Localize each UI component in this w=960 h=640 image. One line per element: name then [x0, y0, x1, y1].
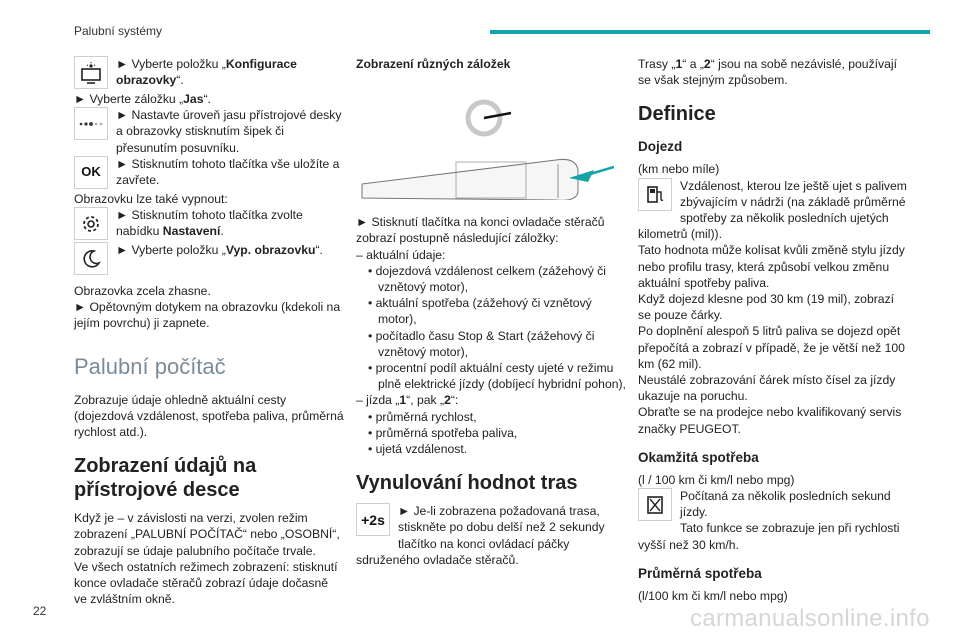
fuel-pump-icon [638, 178, 672, 211]
list-item: • průměrná spotřeba paliva, [368, 425, 518, 440]
range-note-1: Tato hodnota může kolísat kvůli změně stylu jízdy nebo profilu trasy, která způsobí velkou změnu aktuální spotřeby paliva. [638, 243, 905, 290]
reset-instructions: ► Je-li zobrazena požadovaná trasa, stiskněte po dobu delší než 2 sekundy tlačítko na konci ovládací páčky sdruženého ovladače stěračů. [356, 504, 605, 567]
step-brightness: ► Nastavte úroveň jasu přístrojové desky a obrazovky stisknutím šipek či přesunutím posuvníku. [116, 108, 342, 155]
header-accent-bar [490, 30, 930, 34]
screen-off-intro: Obrazovku lze také vypnout: [74, 191, 228, 206]
list-item: • průměrná rychlost, [368, 409, 477, 424]
list-item: • aktuální spotřeba (zážehový či vznětový motor), [368, 296, 592, 327]
range-desc: Vzdálenost, kterou lze ještě ujet s palivem zbývajícím v nádrži (na základě průměrné spotřeby za několik posledních ujetých kilometrů (mil)). [638, 178, 907, 242]
step-settings: ► Stisknutím tohoto tlačítka zvolte nabídku Nastavení. [116, 208, 303, 239]
page-number: 22 [33, 604, 47, 618]
step-ok: ► Stisknutím tohoto tlačítka vše uložíte a zavřete. [116, 156, 340, 188]
list-current-data: – aktuální údaje: [356, 247, 446, 262]
subheading-tabs: Zobrazení různých záložek [356, 57, 511, 71]
display-other-modes-text: Ve všech ostatních režimech zobrazení: stisknutí konce ovladače stěračů zobrazí údaje dočasně ve zvláštním okně. [74, 559, 338, 607]
header-section-title: Palubní systémy [74, 24, 163, 38]
ok-button-icon: OK [74, 156, 108, 189]
list-item: • počítadlo času Stop & Start (zážehový či vznětový motor), [368, 328, 595, 359]
hold-2s-icon: +2s [356, 503, 390, 536]
column-2 [356, 56, 628, 568]
screen-config-icon [74, 56, 108, 89]
instant-desc: Počítaná za několik posledních sekund jízdy. [680, 489, 891, 520]
heading-range: Dojezd [638, 139, 683, 155]
range-note-4: Neustálé zobrazování čárek místo čísel za jízdy ukazuje na poruchu. [638, 373, 896, 404]
range-note-5: Obraťte se na prodejce nebo kvalifikovaný servis značky PEUGEOT. [638, 405, 902, 436]
avg-unit: (l/100 km či km/l nebo mpg) [638, 588, 788, 603]
display-mode-text: Když je – v závislosti na verzi, zvolen režim zobrazení „PALUBNÍ POČÍTAČ“ nebo „OSOBNÍ“, zobrazují se údaje palubního počítače trvale. [74, 511, 340, 558]
heading-avg-consumption: Průměrná spotřeba [638, 565, 762, 581]
heading-instant-consumption: Okamžitá spotřeba [638, 449, 759, 465]
watermark: carmanualsonline.info [690, 605, 930, 632]
instant-unit: (l / 100 km či km/l nebo mpg) [638, 472, 795, 487]
trips-independent: Trasy „1“ a „2“ jsou na sobě nezávislé, používají se však stejným způsobem. [638, 57, 898, 88]
settings-gear-icon [74, 207, 108, 240]
brightness-dots-icon [74, 107, 108, 140]
moon-icon [74, 242, 108, 275]
list-item: • procentní podíl aktuální cesty ujeté v režimu plně elektrické jízdy (dobíjecí hybridní pohon), [368, 361, 626, 392]
range-note-3: Po doplnění alespoň 5 litrů paliva se dojezd opět přepočítá a zobrazí v případě, že je větší než 100 km (62 mil). [638, 324, 905, 371]
consumption-icon [638, 488, 672, 521]
heading-definitions: Definice [638, 103, 716, 126]
list-item: • dojezdová vzdálenost celkem (zážehový či vznětový motor), [368, 263, 606, 295]
screen-off-result: Obrazovka zcela zhasne. [74, 284, 211, 299]
column-3 [638, 56, 910, 604]
range-unit: (km nebo míle) [638, 162, 720, 177]
step-screen-off: ► Vyberte položku „Vyp. obrazovku“. [116, 243, 323, 258]
heading-reset-trips: Vynulování hodnot tras [356, 472, 578, 495]
heading-instrument-display: Zobrazení údajů na přístrojové desce [74, 455, 257, 502]
wiper-stalk-illustration [356, 80, 614, 200]
tabs-intro: ► Stisknutí tlačítka na konci ovladače stěračů zobrazí postupně následující záložky: [356, 215, 605, 246]
instant-note: Tato funkce se zobrazuje jen při rychlosti vyšší než 30 km/h. [638, 521, 900, 552]
trip-computer-desc: Zobrazuje údaje ohledně aktuální cesty (dojezdová vzdálenost, spotřeba paliva, průměrná rychlost atd.). [74, 392, 344, 440]
step-jas: ► Vyberte záložku „Jas“. [74, 92, 211, 106]
list-trips: – jízda „1“, pak „2“: [356, 393, 459, 408]
heading-trip-computer: Palubní počítač [74, 353, 226, 379]
step-config: ► Vyberte položku „Konfigurace obrazovky“. [116, 57, 297, 88]
list-item: • ujetá vzdálenost. [368, 442, 468, 457]
screen-on-step: ► Opětovným dotykem na obrazovku (kdekoli na jejím povrchu) ji zapnete. [74, 300, 341, 331]
column-1 [74, 56, 344, 607]
range-note-2: Když dojezd klesne pod 30 km (19 mil), zobrazí se pouze čárky. [638, 292, 895, 323]
